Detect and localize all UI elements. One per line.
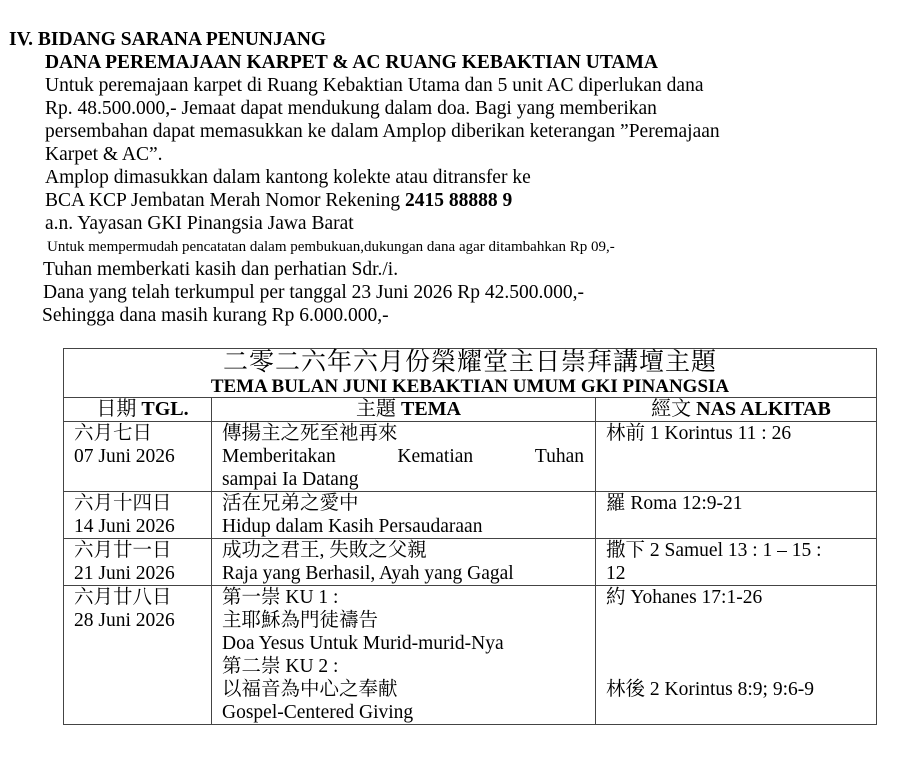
scripture-cell: 約 Yohanes 17:1-26 林後 2 Korintus 8:9; 9:6-9	[596, 586, 877, 725]
paragraph-line: Karpet & AC”.	[45, 144, 163, 165]
scripture-cell: 羅 Roma 12:9-21	[596, 492, 877, 539]
envelope-instruction: Amplop dimasukkan dalam kantong kolekte atau ditransfer ke	[45, 167, 531, 188]
date-cell: 六月廿一日 21 Juni 2026	[64, 539, 212, 586]
remaining-funds: Sehingga dana masih kurang Rp 6.000.000,-	[42, 305, 389, 326]
table-title: TEMA BULAN JUNI KEBAKTIAN UMUM GKI PINANGSIA	[210, 376, 730, 397]
account-name: a.n. Yayasan GKI Pinangsia Jawa Barat	[45, 213, 354, 234]
date-cell: 六月十四日 14 Juni 2026	[64, 492, 212, 539]
paragraph-line: persembahan dapat memasukkan ke dalam Amplop diberikan keterangan ”Peremajaan	[45, 121, 720, 142]
theme-cell: 成功之君王, 失敗之父親 Raja yang Berhasil, Ayah yang Gagal	[212, 539, 596, 586]
header-date: 日期 TGL.	[64, 398, 212, 422]
account-number: 2415 88888 9	[405, 190, 513, 211]
section-subheading: DANA PEREMAJAAN KARPET & AC RUANG KEBAKTIAN UTAMA	[45, 52, 659, 73]
theme-cell: 第一崇 KU 1 : 主耶穌為門徒禱告 Doa Yesus Untuk Murid-murid-Nya 第二崇 KU 2 : 以福音為中心之奉献 Gospel-Centered Giving	[212, 586, 596, 725]
paragraph-line: Rp. 48.500.000,- Jemaat dapat mendukung dalam doa. Bagi yang memberikan	[45, 98, 657, 119]
header-scripture: 經文 NAS ALKITAB	[596, 398, 877, 422]
collected-funds: Dana yang telah terkumpul per tanggal 23 Juni 2026 Rp 42.500.000,-	[43, 282, 585, 303]
table-title-row	[64, 349, 877, 398]
scripture-cell: 林前 1 Korintus 11 : 26	[596, 422, 877, 492]
section-heading: IV. BIDANG SARANA PENUNJANG	[9, 29, 327, 50]
table-row	[64, 492, 877, 539]
blessing-line: Tuhan memberkati kasih dan perhatian Sdr./i.	[43, 259, 399, 280]
table-title-chinese: 二零二六年六月份榮耀堂主日崇拜講壇主題	[222, 349, 717, 376]
date-cell: 六月七日 07 Juni 2026	[64, 422, 212, 492]
scripture-cell: 撒下 2 Samuel 13 : 1 – 15 : 12	[596, 539, 877, 586]
table-header-row	[64, 398, 877, 422]
theme-cell: 活在兄弟之愛中 Hidup dalam Kasih Persaudaraan	[212, 492, 596, 539]
table-row	[64, 586, 877, 725]
theme-cell: 傳揚主之死至祂再來 Memberitakan Kematian Tuhan sampai Ia Datang	[212, 422, 596, 492]
sermon-theme-table	[63, 348, 877, 725]
paragraph-line: Untuk peremajaan karpet di Ruang Kebaktian Utama dan 5 unit AC diperlukan dana	[45, 75, 704, 96]
table-row	[64, 422, 877, 492]
header-theme: 主題 TEMA	[212, 398, 596, 422]
date-cell: 六月廿八日 28 Juni 2026	[64, 586, 212, 725]
bookkeeping-note: Untuk mempermudah pencatatan dalam pembukuan,dukungan dana agar ditambahkan Rp 09,-	[47, 239, 615, 255]
bank-account-line	[45, 189, 512, 212]
bank-name: BCA KCP Jembatan Merah Nomor Rekening	[45, 190, 405, 211]
table-row	[64, 539, 877, 586]
